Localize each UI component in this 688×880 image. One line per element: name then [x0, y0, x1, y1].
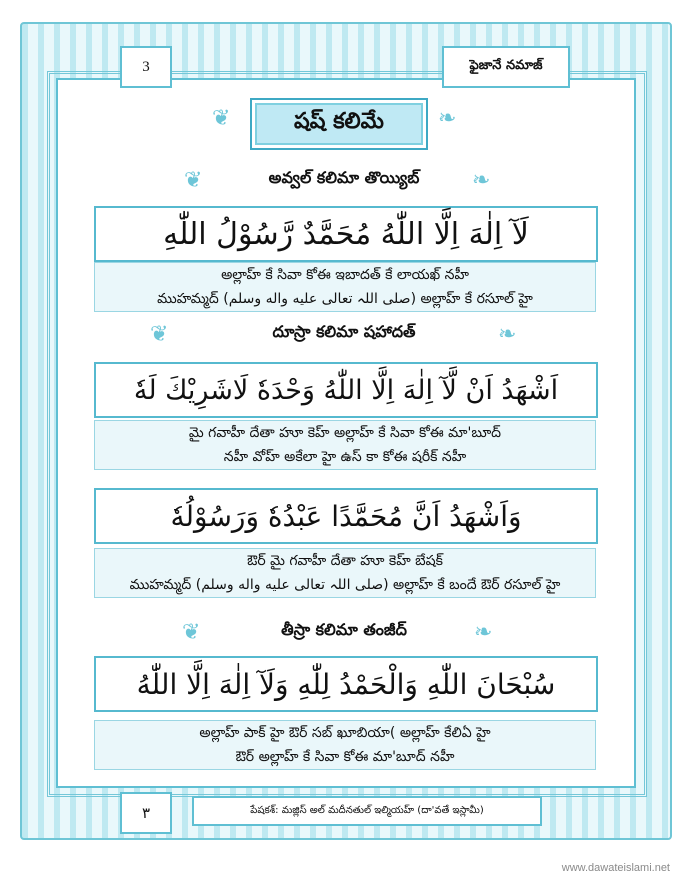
- translation-line: ముహమ్మద్ (صلی اللہ تعالی علیه واله وسلم) అల్లాహ్ కే బందే ఔర్ రసూల్ హై: [129, 577, 561, 593]
- website-link[interactable]: www.dawateislami.net: [561, 862, 670, 874]
- translation-line: ముహమ్మద్ (صلی اللہ تعالی علیه واله وسلم) అల్లాహ్ కే రసూల్ హై: [157, 291, 533, 307]
- ornament-icon: ❦: [212, 106, 231, 131]
- ornament-icon: ❧: [438, 106, 457, 131]
- arabic-text-2b: وَاَشْهَدُ اَنَّ مُحَمَّدًا عَبْدُهٗ وَرَسُوْلُهٗ: [94, 488, 598, 544]
- section-title-2: దూస్రా కలిమా షహాదత్: [272, 322, 416, 341]
- book-title: ఫైజానే నమాజ్: [442, 46, 570, 88]
- translation-line: అల్లాహ్ పాక్ హై ఔర్ సబ్ ఖూబియా( అల్లాహ్ కేలిఏ హై: [199, 725, 491, 741]
- ornament-icon: ❦: [150, 322, 169, 347]
- translation-2: [94, 420, 596, 470]
- page-heading: షష్ కలిమే: [250, 98, 428, 150]
- translation-line: ఔర్ అల్లాహ్ కే సివా కోఈ మా'బూద్ నహీ: [235, 749, 455, 765]
- ornament-icon: ❧: [474, 620, 493, 645]
- page-number-top: 3: [120, 46, 172, 88]
- translation-3: [94, 720, 596, 770]
- ornament-icon: ❧: [498, 322, 517, 347]
- translation-line: నహీ వోహ్ అకేలా హై ఉస్ కా కోఈ షరీక్ నహీ: [223, 449, 467, 465]
- section-title-1: అవ్వల్ కలిమా తొయ్యిబ్: [268, 168, 420, 187]
- translation-1: [94, 262, 596, 312]
- ornament-icon: ❧: [472, 168, 491, 193]
- arabic-text-3: سُبْحَانَ اللّٰهِ وَالْحَمْدُ لِلّٰهِ وَلَآ اِلٰهَ اِلَّا اللّٰهُ: [94, 656, 598, 712]
- arabic-text-2: اَشْهَدُ اَنْ لَّآ اِلٰهَ اِلَّا اللّٰهُ وَحْدَهٗ لَاشَرِيْكَ لَهٗ: [94, 362, 598, 418]
- ornament-icon: ❦: [182, 620, 201, 645]
- translation-line: అల్లాహ్ కే సివా కోఈ ఇబాదత్ కే లాయఖ్ నహీ: [221, 267, 469, 283]
- ornament-icon: ❦: [184, 168, 203, 193]
- translation-line: ఔర్ మై గవాహీ దేతా హూ కెహ్ బేషక్: [247, 553, 443, 569]
- publisher-footer: పేషకశ్: మజ్లిస్ అల్ మదీనతుల్ ఇల్మియహ్ (దా'వతే ఇస్లామీ): [192, 796, 542, 826]
- page-number-bottom: ٣: [120, 792, 172, 834]
- section-title-3: తీస్రా కలిమా తంజీద్: [281, 620, 407, 639]
- translation-2b: [94, 548, 596, 598]
- translation-line: మై గవాహీ దేతా హూ కెహ్ అల్లాహ్ కే సివా కోఈ మా'బూద్: [188, 425, 502, 441]
- arabic-text-1: لَآ اِلٰهَ اِلَّا اللّٰهُ مُحَمَّدٌ رَّسُوْلُ اللّٰهِ: [94, 206, 598, 262]
